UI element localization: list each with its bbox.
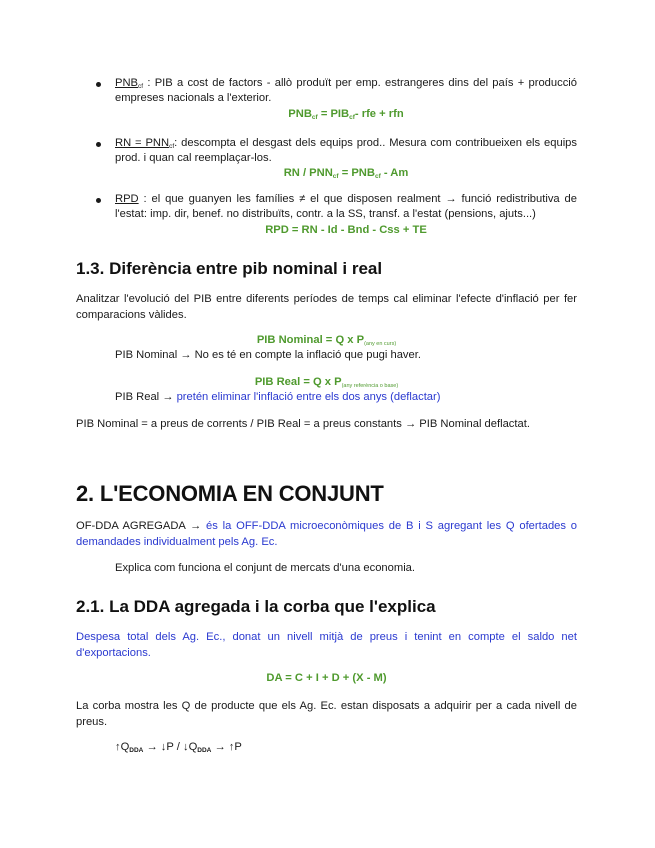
term-pnb: $PNB_{cf}$: [115, 77, 144, 90]
bullet-marker: [96, 198, 101, 203]
dda-definition: Despesa total dels Ag. Ec., donat un nivell mitjà de preus i tenint en compte el saldo net d'exportacions.: [76, 631, 577, 659]
bullet-marker: [96, 142, 101, 147]
pib-real-text: PIB Real → pretén eliminar l'inflació entre els dos anys (deflactar): [115, 391, 441, 403]
pib-nominal-text: PIB Nominal → No es té en compte la inflació que pugi haver.: [115, 349, 421, 361]
bullet-rpd-text: RPD : el que guanyen les famílies ≠ el que disposen realment → funció redistributiva de l'estat: imp. dir, benef. no distribuïts, contr. a la SS, transf. a l'estat (pensions, ajuts...): [115, 193, 577, 220]
section-heading-1-3: 1.3. Diferència entre pib nominal i real: [76, 259, 383, 278]
formula-pnb: $PNB_{cf} = PIB_{cf}-$ rfe + rfn: [288, 108, 404, 121]
formula-pib-nominal: PIB Nominal = Q x P(any en curs): [256, 334, 397, 347]
section-1-3-intro: Analitzar l'evolució del PIB entre diferents períodes de temps cal eliminar l'efecte d'inflació per fer comparacions vàlides.: [76, 293, 577, 321]
section-heading-2-1: 2.1. La DDA agregada i la corba que l'explica: [76, 597, 436, 616]
ofdda-text: OF-DDA AGREGADA → és la OFF-DDA microeconòmiques de B i S agregant les Q ofertades o demandades individualment pels Ag. Ec.: [76, 520, 578, 548]
term-rn: RN = $PNN_{cf}$: [115, 137, 175, 150]
term-rpd: RPD: [115, 193, 139, 205]
curve-text: La corba mostra les Q de producte que els Ag. Ec. estan disposats a adquirir per a cada nivell de preus.: [76, 700, 577, 728]
section-heading-2: 2. L'ECONOMIA EN CONJUNT: [76, 481, 384, 506]
formula-pib-real: PIB Real = Q x P(any referència o base): [254, 376, 399, 389]
bullet-rn-text: RN = $PNN_{cf}$: descompta el desgast dels equips prod.. Mesura com contribueixen els equips prod. i quan cal reemplaçar-los.: [115, 137, 577, 164]
pib-summary: PIB Nominal = a preus de corrents / PIB Real = a preus constants → PIB Nominal deflactat.: [76, 418, 530, 430]
bullet-pnb-text: $PNB_{cf}$ : PIB a cost de factors - allò produït per emp. estrangeres dins del país + producció empreses nacionals a l'exterior.: [115, 77, 577, 104]
formula-rn: RN / $PNN_{cf} = PNB_{cf} - Am$: [283, 167, 409, 180]
formula-rpd: RPD = RN - Id - Bnd - Css + TE: [265, 224, 427, 236]
dda-price-relation: $↑Q_{DDA}$ → ↓P / $↓Q_{DDA}$ → ↑P: [115, 741, 242, 754]
section-2-explain: Explica com funciona el conjunt de mercats d'una economia.: [115, 562, 416, 574]
formula-da: DA = C + I + D + (X - M): [266, 672, 387, 684]
bullet-marker: [96, 82, 101, 87]
